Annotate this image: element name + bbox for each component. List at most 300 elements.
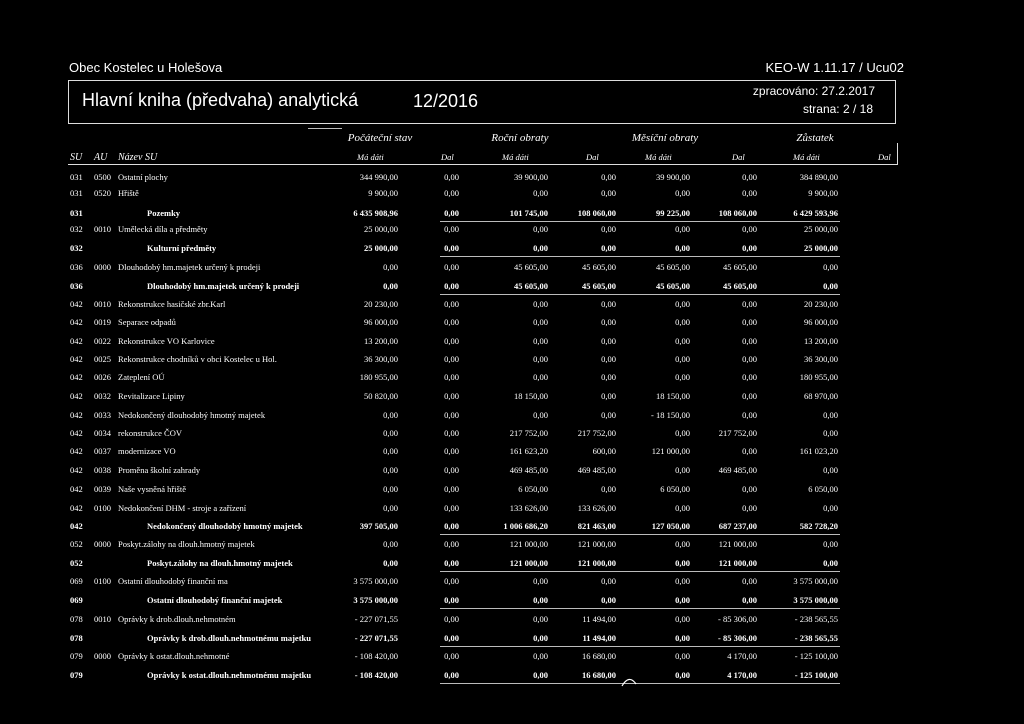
col-name: Název SU	[118, 152, 158, 163]
cell-monthly-credit: 0,00	[742, 484, 757, 494]
cell-monthly-debit: 0,00	[675, 670, 690, 680]
cell-annual-credit: 11 494,00	[582, 614, 616, 624]
report-title: Hlavní kniha (předvaha) analytická	[82, 90, 359, 110]
cell-monthly-debit: 0,00	[675, 188, 690, 198]
subtotal-underline	[440, 571, 840, 572]
table-row	[0, 484, 1024, 496]
cell-opening-debit: 25 000,00	[364, 224, 398, 234]
cell-monthly-credit: 217 752,00	[718, 428, 757, 438]
cell-opening-credit: 0,00	[444, 484, 459, 494]
cell-monthly-credit: 4 170,00	[727, 651, 757, 661]
cell-annual-credit: 0,00	[601, 299, 616, 309]
processed-date: zpracováno: 27.2.2017	[752, 84, 875, 98]
header-divider	[308, 128, 342, 129]
subtotal-underline	[440, 534, 840, 535]
cell-annual-credit: 0,00	[601, 410, 616, 420]
cell-au: 0010	[94, 299, 111, 309]
cell-annual-debit: 39 900,00	[514, 172, 548, 182]
table-row	[0, 446, 1024, 458]
cell-annual-debit: 0,00	[533, 614, 548, 624]
cell-su: 078	[70, 633, 83, 643]
cell-monthly-credit: 0,00	[742, 595, 757, 605]
cell-annual-credit: 0,00	[601, 188, 616, 198]
cell-su: 042	[70, 354, 83, 364]
cell-opening-debit: 25 000,00	[364, 243, 398, 253]
col-monthly-debit: Má dáti	[645, 152, 672, 162]
col-annual-credit: Dal	[586, 152, 599, 162]
cell-monthly-debit: 18 150,00	[656, 391, 690, 401]
cell-annual-credit: 11 494,00	[582, 633, 616, 643]
cell-name: Oprávky k ostat.dlouh.nehmotné	[118, 651, 230, 661]
cell-opening-debit: 3 575 000,00	[353, 595, 398, 605]
cell-au: 0019	[94, 317, 111, 327]
cell-name: Umělecká díla a předměty	[118, 224, 208, 234]
cell-opening-debit: 0,00	[383, 262, 398, 272]
cell-au: 0039	[94, 484, 111, 494]
cell-annual-credit: 600,00	[592, 446, 616, 456]
cell-name: Oprávky k drob.dlouh.nehmotnému majetku	[147, 633, 311, 643]
table-row	[0, 595, 1024, 607]
cell-monthly-debit: 45 605,00	[656, 262, 690, 272]
cell-opening-credit: 0,00	[444, 299, 459, 309]
cell-monthly-debit: 0,00	[675, 503, 690, 513]
cell-monthly-debit: 127 050,00	[651, 521, 690, 531]
cell-su: 042	[70, 391, 83, 401]
cell-annual-debit: 121 000,00	[509, 558, 548, 568]
cell-balance-debit: 0,00	[823, 410, 838, 420]
cell-name: Dlouhodobý hm.majetek určený k prodeji	[147, 281, 300, 291]
cell-su: 042	[70, 484, 83, 494]
cell-opening-debit: 180 955,00	[359, 372, 398, 382]
cell-opening-debit: 0,00	[383, 410, 398, 420]
subtotal-underline	[440, 608, 840, 609]
cell-annual-credit: 16 680,00	[582, 670, 616, 680]
col-opening-debit: Má dáti	[357, 152, 384, 162]
cell-opening-credit: 0,00	[444, 446, 459, 456]
cell-balance-debit: 13 200,00	[804, 336, 838, 346]
cell-annual-credit: 133 626,00	[577, 503, 616, 513]
cell-opening-debit: 3 575 000,00	[353, 576, 398, 586]
cell-opening-debit: 20 230,00	[364, 299, 398, 309]
cell-annual-credit: 821 463,00	[577, 521, 616, 531]
cell-annual-credit: 0,00	[601, 317, 616, 327]
cell-opening-debit: 0,00	[383, 281, 398, 291]
cell-name: Nedokončený dlouhodobý hmotný majetek	[147, 521, 303, 531]
cell-su: 031	[70, 172, 83, 182]
cell-monthly-debit: 121 000,00	[651, 446, 690, 456]
report-title-box	[68, 80, 896, 124]
cell-name: Nedokončený dlouhodobý hmotný majetek	[118, 410, 266, 420]
cell-monthly-debit: 0,00	[675, 243, 690, 253]
cell-opening-credit: 0,00	[444, 317, 459, 327]
cell-opening-debit: - 108 420,00	[354, 651, 398, 661]
header-rule	[68, 164, 898, 165]
cell-balance-debit: 3 575 000,00	[793, 576, 838, 586]
cell-balance-debit: 0,00	[823, 539, 838, 549]
cell-name: Nedokončení DHM - stroje a zařízení	[118, 503, 247, 513]
page-number: strana: 2 / 18	[802, 102, 873, 116]
cell-annual-credit: 121 000,00	[577, 558, 616, 568]
cell-monthly-debit: 0,00	[675, 317, 690, 327]
hand-mark	[620, 676, 638, 688]
cell-balance-debit: 0,00	[823, 503, 838, 513]
cell-au: 0038	[94, 465, 111, 475]
cell-annual-debit: 45 605,00	[514, 281, 548, 291]
cell-au: 0032	[94, 391, 111, 401]
cell-au: 0037	[94, 446, 111, 456]
cell-opening-debit: 0,00	[383, 539, 398, 549]
cell-name: Rekonstrukce VO Karlovice	[118, 336, 215, 346]
cell-monthly-credit: 0,00	[742, 336, 757, 346]
table-row	[0, 188, 1024, 200]
col-balance-credit: Dal	[878, 152, 891, 162]
cell-opening-credit: 0,00	[444, 391, 459, 401]
cell-name: Pozemky	[147, 208, 181, 218]
cell-au: 0100	[94, 503, 111, 513]
cell-balance-debit: 0,00	[823, 465, 838, 475]
cell-opening-debit: - 108 420,00	[354, 670, 398, 680]
group-opening: Počáteční stav	[347, 132, 413, 144]
cell-opening-credit: 0,00	[444, 281, 459, 291]
cell-au: 0010	[94, 614, 111, 624]
table-row	[0, 354, 1024, 366]
cell-su: 052	[70, 539, 83, 549]
table-row	[0, 614, 1024, 626]
cell-annual-debit: 0,00	[533, 670, 548, 680]
cell-au: 0000	[94, 651, 111, 661]
cell-balance-debit: 9 900,00	[808, 188, 838, 198]
cell-opening-credit: 0,00	[444, 336, 459, 346]
cell-monthly-credit: 121 000,00	[718, 558, 757, 568]
cell-monthly-debit: 6 050,00	[660, 484, 690, 494]
cell-su: 042	[70, 428, 83, 438]
cell-opening-credit: 0,00	[444, 224, 459, 234]
cell-opening-credit: 0,00	[444, 521, 459, 531]
cell-opening-debit: 0,00	[383, 558, 398, 568]
cell-au: 0025	[94, 354, 111, 364]
cell-annual-credit: 217 752,00	[577, 428, 616, 438]
cell-annual-debit: 0,00	[533, 224, 548, 234]
cell-annual-debit: 6 050,00	[518, 484, 548, 494]
cell-su: 042	[70, 299, 83, 309]
cell-annual-debit: 1 006 686,20	[503, 521, 548, 531]
subtotal-underline	[440, 221, 840, 222]
cell-name: Poskyt.zálohy na dlouh.hmotný majetek	[118, 539, 255, 549]
cell-monthly-debit: 0,00	[675, 224, 690, 234]
cell-monthly-credit: 121 000,00	[718, 539, 757, 549]
cell-opening-credit: 0,00	[444, 558, 459, 568]
table-row	[0, 391, 1024, 403]
cell-annual-credit: 0,00	[601, 224, 616, 234]
cell-annual-debit: 0,00	[533, 633, 548, 643]
cell-monthly-credit: 45 605,00	[723, 281, 757, 291]
cell-monthly-debit: 0,00	[675, 354, 690, 364]
cell-monthly-debit: 0,00	[675, 651, 690, 661]
group-monthly: Měsíční obraty	[631, 132, 699, 144]
cell-monthly-debit: 0,00	[675, 595, 690, 605]
cell-annual-credit: 469 485,00	[577, 465, 616, 475]
cell-opening-debit: 36 300,00	[364, 354, 398, 364]
cell-balance-debit: 6 050,00	[808, 484, 838, 494]
municipality-name: Obec Kostelec u Holešova	[69, 60, 223, 75]
col-balance-debit: Má dáti	[793, 152, 820, 162]
cell-su: 042	[70, 336, 83, 346]
col-annual-debit: Má dáti	[502, 152, 529, 162]
cell-annual-credit: 45 605,00	[582, 262, 616, 272]
cell-monthly-credit: 0,00	[742, 188, 757, 198]
cell-au: 0010	[94, 224, 111, 234]
cell-monthly-debit: 0,00	[675, 372, 690, 382]
cell-annual-credit: 0,00	[601, 243, 616, 253]
cell-balance-debit: 582 728,20	[799, 521, 838, 531]
col-monthly-credit: Dal	[732, 152, 745, 162]
cell-au: 0000	[94, 262, 111, 272]
subtotal-underline	[440, 646, 840, 647]
cell-name: Ostatní dlouhodobý finanční ma	[118, 576, 228, 586]
table-row	[0, 224, 1024, 236]
cell-su: 032	[70, 224, 83, 234]
cell-opening-credit: 0,00	[444, 576, 459, 586]
cell-annual-credit: 0,00	[601, 372, 616, 382]
cell-annual-debit: 0,00	[533, 576, 548, 586]
cell-opening-credit: 0,00	[444, 465, 459, 475]
header-edge	[897, 143, 898, 165]
cell-opening-credit: 0,00	[444, 614, 459, 624]
col-opening-credit: Dal	[441, 152, 454, 162]
cell-opening-credit: 0,00	[444, 651, 459, 661]
cell-balance-debit: - 125 100,00	[794, 670, 838, 680]
cell-name: Rekonstrukce chodníků v obci Kostelec u Hol.	[118, 354, 277, 364]
cell-name: modernizace VO	[118, 446, 176, 456]
cell-monthly-credit: 469 485,00	[718, 465, 757, 475]
report-period: 12/2016	[413, 91, 479, 111]
cell-name: Naše vysněná hřiště	[118, 484, 186, 494]
cell-annual-credit: 0,00	[601, 172, 616, 182]
cell-monthly-credit: 0,00	[742, 391, 757, 401]
cell-monthly-credit: 0,00	[742, 503, 757, 513]
cell-opening-debit: 397 505,00	[359, 521, 398, 531]
cell-opening-credit: 0,00	[444, 503, 459, 513]
cell-name: Oprávky k drob.dlouh.nehmotném	[118, 614, 236, 624]
cell-balance-debit: 25 000,00	[804, 243, 838, 253]
cell-opening-debit: 13 200,00	[364, 336, 398, 346]
group-annual: Roční obraty	[491, 132, 549, 144]
subtotal-underline	[440, 294, 840, 295]
cell-opening-credit: 0,00	[444, 428, 459, 438]
cell-opening-debit: 0,00	[383, 428, 398, 438]
cell-annual-debit: 121 000,00	[509, 539, 548, 549]
cell-name: Kulturní předměty	[147, 243, 217, 253]
table-row	[0, 336, 1024, 348]
cell-opening-credit: 0,00	[444, 262, 459, 272]
cell-monthly-debit: 99 225,00	[656, 208, 690, 218]
cell-annual-debit: 45 605,00	[514, 262, 548, 272]
cell-monthly-credit: 0,00	[742, 172, 757, 182]
cell-annual-debit: 0,00	[533, 372, 548, 382]
cell-su: 042	[70, 521, 83, 531]
cell-name: Dlouhodobý hm.majetek určený k prodeji	[118, 262, 261, 272]
cell-su: 069	[70, 595, 83, 605]
cell-opening-debit: 0,00	[383, 503, 398, 513]
cell-monthly-credit: 45 605,00	[723, 262, 757, 272]
cell-opening-credit: 0,00	[444, 354, 459, 364]
software-version: KEO-W 1.11.17 / Ucu02	[765, 60, 904, 75]
table-row	[0, 465, 1024, 477]
cell-opening-credit: 0,00	[444, 172, 459, 182]
cell-name: Oprávky k ostat.dlouh.nehmotnému majetku	[147, 670, 312, 680]
table-row	[0, 539, 1024, 551]
cell-opening-credit: 0,00	[444, 208, 459, 218]
cell-balance-debit: 3 575 000,00	[793, 595, 838, 605]
cell-su: 031	[70, 208, 83, 218]
table-row	[0, 208, 1024, 220]
cell-balance-debit: 20 230,00	[804, 299, 838, 309]
cell-annual-credit: 0,00	[601, 595, 616, 605]
cell-monthly-credit: 0,00	[742, 299, 757, 309]
cell-name: Zateplení OÚ	[118, 372, 165, 382]
table-row	[0, 262, 1024, 274]
cell-annual-credit: 0,00	[601, 576, 616, 586]
cell-annual-debit: 0,00	[533, 317, 548, 327]
cell-opening-debit: - 227 071,55	[354, 614, 398, 624]
cell-annual-credit: 0,00	[601, 336, 616, 346]
cell-annual-credit: 16 680,00	[582, 651, 616, 661]
cell-monthly-credit: 0,00	[742, 576, 757, 586]
cell-annual-credit: 0,00	[601, 391, 616, 401]
table-row	[0, 558, 1024, 570]
cell-balance-debit: 6 429 593,96	[793, 208, 838, 218]
cell-monthly-debit: 0,00	[675, 576, 690, 586]
cell-monthly-credit: - 85 306,00	[718, 614, 757, 624]
cell-name: Rekonstrukce hasičské zbr.Karl	[118, 299, 226, 309]
cell-balance-debit: 0,00	[823, 428, 838, 438]
cell-annual-debit: 0,00	[533, 595, 548, 605]
cell-opening-debit: - 227 071,55	[354, 633, 398, 643]
cell-monthly-debit: 39 900,00	[656, 172, 690, 182]
cell-balance-debit: 180 955,00	[799, 372, 838, 382]
cell-balance-debit: 0,00	[823, 281, 838, 291]
cell-annual-debit: 0,00	[533, 299, 548, 309]
cell-opening-credit: 0,00	[444, 633, 459, 643]
cell-balance-debit: 0,00	[823, 558, 838, 568]
cell-name: Ostatní dlouhodobý finanční majetek	[147, 595, 283, 605]
cell-monthly-debit: - 18 150,00	[651, 410, 690, 420]
cell-su: 042	[70, 410, 83, 420]
group-balance: Zůstatek	[796, 132, 834, 144]
cell-su: 078	[70, 614, 83, 624]
cell-opening-credit: 0,00	[444, 372, 459, 382]
cell-annual-debit: 0,00	[533, 336, 548, 346]
cell-au: 0000	[94, 539, 111, 549]
cell-name: Separace odpadů	[118, 317, 176, 327]
cell-monthly-debit: 0,00	[675, 614, 690, 624]
cell-name: rekonstrukce ČOV	[118, 428, 182, 438]
cell-annual-debit: 469 485,00	[509, 465, 548, 475]
table-row	[0, 299, 1024, 311]
cell-opening-debit: 96 000,00	[364, 317, 398, 327]
cell-su: 036	[70, 262, 83, 272]
cell-annual-credit: 45 605,00	[582, 281, 616, 291]
cell-annual-debit: 0,00	[533, 651, 548, 661]
cell-opening-credit: 0,00	[444, 410, 459, 420]
table-row	[0, 651, 1024, 663]
cell-au: 0033	[94, 410, 111, 420]
cell-balance-debit: - 238 565,55	[794, 633, 838, 643]
table-row	[0, 503, 1024, 515]
cell-opening-credit: 0,00	[444, 670, 459, 680]
cell-monthly-credit: 0,00	[742, 243, 757, 253]
cell-su: 042	[70, 503, 83, 513]
cell-balance-debit: - 238 565,55	[794, 614, 838, 624]
cell-annual-debit: 101 745,00	[509, 208, 548, 218]
cell-su: 042	[70, 446, 83, 456]
cell-monthly-credit: 0,00	[742, 372, 757, 382]
cell-au: 0100	[94, 576, 111, 586]
cell-su: 042	[70, 317, 83, 327]
cell-su: 079	[70, 651, 83, 661]
cell-au: 0520	[94, 188, 111, 198]
cell-monthly-debit: 0,00	[675, 539, 690, 549]
cell-annual-credit: 0,00	[601, 484, 616, 494]
table-row	[0, 410, 1024, 422]
cell-opening-credit: 0,00	[444, 243, 459, 253]
cell-au: 0026	[94, 372, 111, 382]
cell-annual-credit: 0,00	[601, 354, 616, 364]
cell-balance-debit: 384 890,00	[799, 172, 838, 182]
cell-opening-debit: 50 820,00	[364, 391, 398, 401]
table-row	[0, 576, 1024, 588]
cell-monthly-debit: 0,00	[675, 558, 690, 568]
cell-name: Revitalizace Lipiny	[118, 391, 185, 401]
cell-balance-debit: 68 970,00	[804, 391, 838, 401]
cell-su: 079	[70, 670, 83, 680]
cell-opening-credit: 0,00	[444, 188, 459, 198]
cell-monthly-debit: 0,00	[675, 633, 690, 643]
cell-annual-debit: 217 752,00	[509, 428, 548, 438]
table-row	[0, 428, 1024, 440]
cell-opening-debit: 9 900,00	[368, 188, 398, 198]
table-row	[0, 281, 1024, 293]
cell-opening-debit: 0,00	[383, 484, 398, 494]
cell-annual-debit: 133 626,00	[509, 503, 548, 513]
cell-monthly-credit: 0,00	[742, 410, 757, 420]
table-row	[0, 633, 1024, 645]
col-au: AU	[94, 152, 108, 163]
cell-annual-debit: 161 623,20	[509, 446, 548, 456]
cell-name: Proměna školní zahrady	[118, 465, 201, 475]
cell-name: Ostatní plochy	[118, 172, 168, 182]
cell-balance-debit: 161 023,20	[799, 446, 838, 456]
cell-opening-credit: 0,00	[444, 539, 459, 549]
cell-balance-debit: 96 000,00	[804, 317, 838, 327]
cell-monthly-credit: 0,00	[742, 446, 757, 456]
cell-monthly-debit: 45 605,00	[656, 281, 690, 291]
cell-opening-debit: 6 435 908,96	[353, 208, 398, 218]
cell-opening-debit: 344 990,00	[359, 172, 398, 182]
cell-balance-debit: - 125 100,00	[794, 651, 838, 661]
col-su: SU	[70, 152, 83, 163]
cell-monthly-debit: 0,00	[675, 299, 690, 309]
cell-su: 036	[70, 281, 83, 291]
cell-annual-debit: 0,00	[533, 188, 548, 198]
cell-monthly-credit: 0,00	[742, 224, 757, 234]
cell-su: 031	[70, 188, 83, 198]
cell-monthly-credit: 108 060,00	[718, 208, 757, 218]
cell-monthly-debit: 0,00	[675, 336, 690, 346]
cell-monthly-credit: - 85 306,00	[718, 633, 757, 643]
cell-monthly-credit: 0,00	[742, 317, 757, 327]
table-row	[0, 243, 1024, 255]
